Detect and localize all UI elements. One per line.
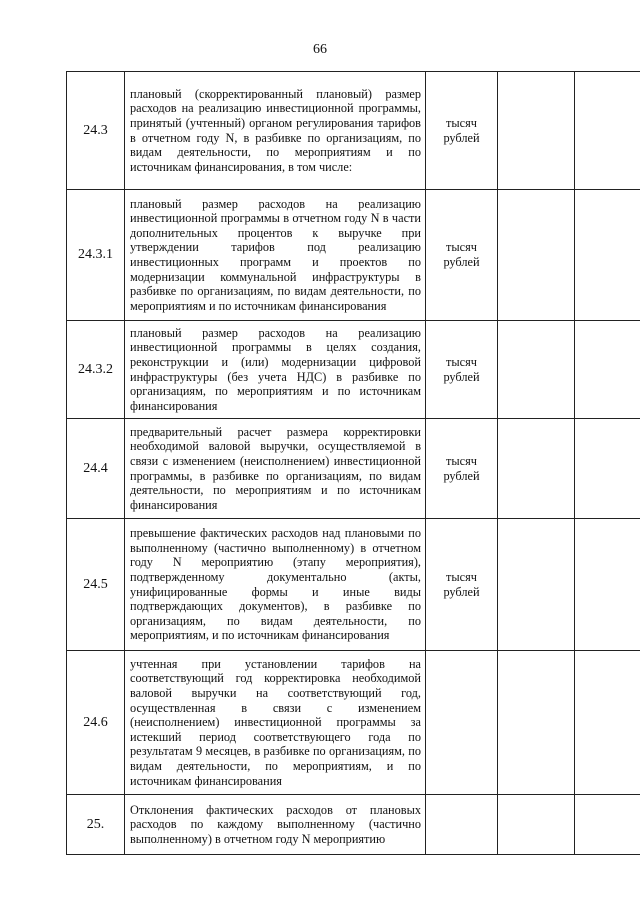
- unit-line-1: тысяч: [446, 453, 477, 468]
- table-row: [67, 795, 640, 855]
- description-text: учтенная при установлении тарифов на соответствующий год корректировка необходимой валовой выручки на соответствующий год, осуществленная в связи с изменением (неисполнением) инвестиционной программы за истекший период соответствующего года по результатам 9 месяцев, в разбивке по организациям, по видам деятельности, по мероприятиям, и по источникам финансирования: [130, 656, 421, 788]
- value-cell: [498, 419, 575, 519]
- value-cell: [575, 190, 640, 321]
- unit-line-2: рублей: [443, 130, 480, 145]
- description-text: превышение фактических расходов над плановыми по выполненному (частично выполненному) в отчетном году N мероприятию (этапу мероприятия), подтвержденному документально (акты, унифицированные формы и иные виды подтверждающих документов), в разбивке по организациям, по видам деятельности, по мероприятиям, и по источникам финансирования: [130, 526, 421, 643]
- row-description: [125, 419, 426, 519]
- row-number: 24.3.1: [67, 190, 125, 321]
- row-description: [125, 519, 426, 651]
- row-description: [125, 72, 426, 190]
- value-cell: [575, 519, 640, 651]
- table-row: [67, 519, 640, 651]
- unit-line-2: рублей: [443, 468, 480, 483]
- unit-line-2: рублей: [443, 255, 480, 269]
- row-description: [125, 190, 426, 321]
- row-number: 24.3: [67, 72, 125, 190]
- row-unit: [426, 419, 498, 519]
- row-description: [125, 795, 426, 855]
- description-text: плановый размер расходов на реализацию инвестиционной программы в отчетном году N в части дополнительных процентов к выручке при утверждении тарифов под реализацию инвестиционных программ и проектов по модернизации коммунальной инфраструктуры в разбивке по организациям, по видам деятельности, по мероприятиям и по источникам финансирования: [130, 196, 421, 313]
- unit-line-1: тысяч: [446, 569, 477, 584]
- description-text: предварительный расчет размера корректировки необходимой валовой выручки, осуществляемой в связи с изменением (неисполнением) инвестиционной программы, в разбивке по организациям, по видам деятельности, по мероприятиям и по источникам финансирования: [130, 424, 421, 512]
- row-number: 25.: [67, 795, 125, 855]
- row-number: 24.5: [67, 519, 125, 651]
- row-number: 24.6: [67, 651, 125, 795]
- value-cell: [575, 419, 640, 519]
- table-row: [67, 72, 640, 190]
- description-text: плановый размер расходов на реализацию инвестиционной программы в целях создания, реконструкции и (или) модернизации цифровой инфраструктуры (без учета НДС) в разбивке по организациям, по мероприятиям и по источникам финансирования: [130, 325, 421, 413]
- value-cell: [498, 72, 575, 190]
- row-description: [125, 651, 426, 795]
- unit-line-1: тысяч: [446, 354, 477, 369]
- row-number: 24.4: [67, 419, 125, 519]
- description-text: плановый (скорректированный плановый) размер расходов на реализацию инвестиционной программы, принятый (учтенный) органом регулирования тарифов в отчетном году N, в разбивке по организациям, по видам деятельности, по мероприятиям и по источникам финансирования, в том числе:: [130, 86, 421, 174]
- table-row: [67, 190, 640, 321]
- unit-line-2: рублей: [443, 584, 480, 599]
- row-unit: [426, 72, 498, 190]
- row-number: 24.3.2: [67, 321, 125, 419]
- unit-line-1: тысяч: [446, 240, 477, 254]
- value-cell: [498, 519, 575, 651]
- indicators-table: [66, 71, 640, 855]
- value-cell: [575, 651, 640, 795]
- row-unit: [426, 795, 498, 855]
- value-cell: [575, 72, 640, 190]
- page-number: 66: [313, 42, 327, 57]
- table-row: [67, 419, 640, 519]
- row-description: [125, 321, 426, 419]
- row-unit: [426, 651, 498, 795]
- table-row: [67, 321, 640, 419]
- row-unit: [426, 519, 498, 651]
- row-unit: [426, 190, 498, 321]
- unit-line-1: тысяч: [446, 115, 477, 130]
- value-cell: [498, 190, 575, 321]
- value-cell: [498, 321, 575, 419]
- value-cell: [498, 795, 575, 855]
- value-cell: [575, 321, 640, 419]
- value-cell: [498, 651, 575, 795]
- table-row: [67, 651, 640, 795]
- unit-line-2: рублей: [443, 369, 480, 384]
- row-unit: [426, 321, 498, 419]
- description-text: Отклонения фактических расходов от плановых расходов по каждому выполненному (частично выполненному) в отчетном году N мероприятию: [130, 802, 421, 846]
- value-cell: [575, 795, 640, 855]
